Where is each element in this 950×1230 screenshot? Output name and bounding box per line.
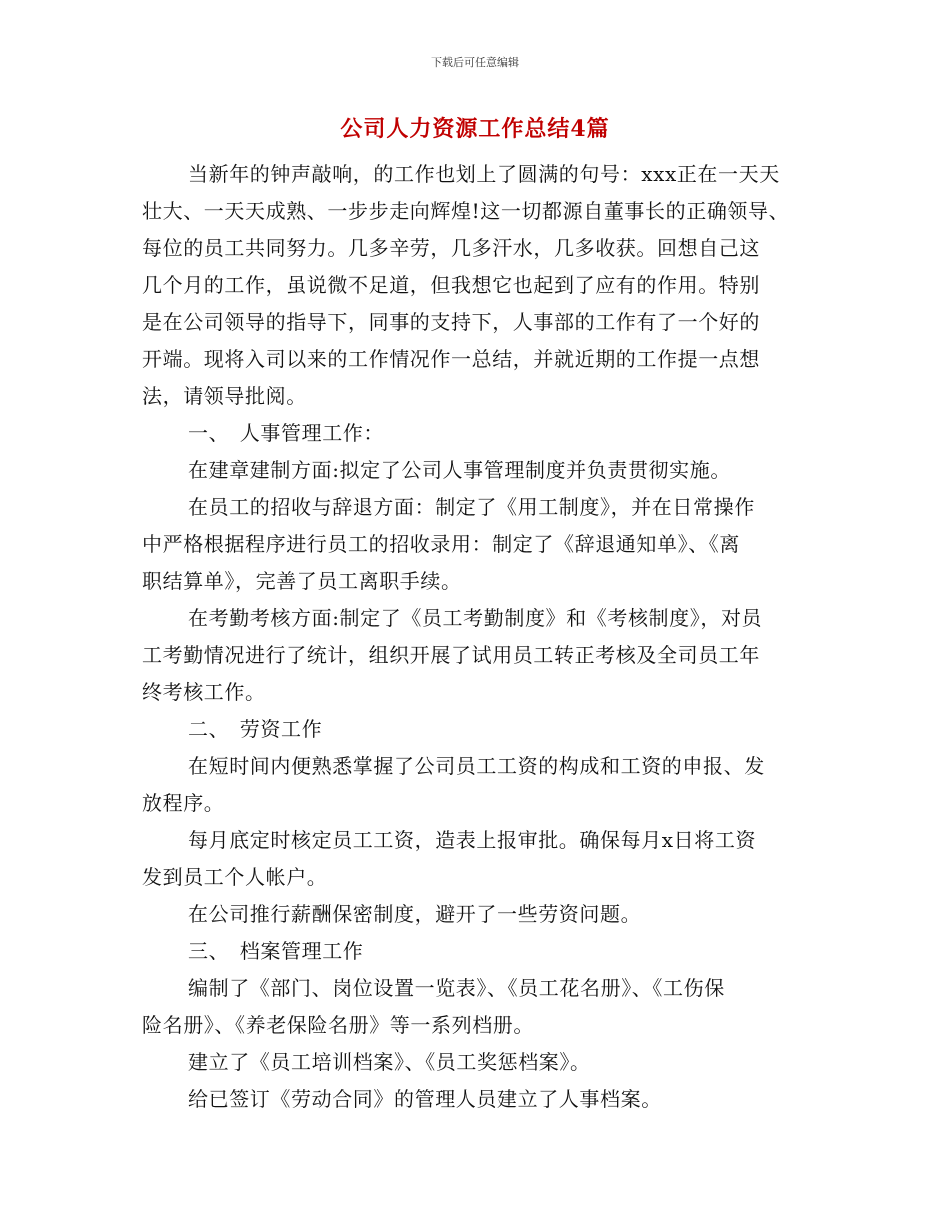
text-line: 中严格根据程序进行员工的招收录用：制定了《辞退通知单》、《离: [142, 532, 740, 556]
text-line: 编制了《部门、岗位设置一览表》、《员工花名册》、《工伤保: [188, 976, 725, 1000]
text-line: 法，请领导批阅。: [142, 384, 307, 408]
text-line: 当新年的钟声敲响，的工作也划上了圆满的句号：xxx正在一天天: [188, 162, 780, 186]
text-line: 开端。现将入司以来的工作情况作一总结，并就近期的工作提一点想: [142, 347, 760, 371]
text-line: 一、 人事管理工作：: [188, 421, 384, 445]
text-line: 几个月的工作，虽说微不足道，但我想它也起到了应有的作用。特别: [142, 273, 760, 297]
text-line: 在考勤考核方面:制定了《员工考勤制度》和《考核制度》，对员: [188, 606, 763, 630]
text-line: 在短时间内便熟悉掌握了公司员工工资的构成和工资的申报、发: [188, 754, 765, 778]
text-line: 壮大、一天天成熟、一步步走向辉煌!这一切都源自董事长的正确领导、: [142, 199, 790, 223]
text-line: 险名册》、《养老保险名册》等一系列档册。: [142, 1013, 534, 1037]
text-line: 终考核工作。: [142, 680, 266, 704]
text-line: 每月底定时核定员工工资，造表上报审批。确保每月x日将工资: [188, 828, 757, 852]
text-line: 是在公司领导的指导下，同事的支持下，人事部的工作有了一个好的: [142, 310, 760, 334]
text-line: 二、 劳资工作: [188, 717, 323, 741]
text-line: 发到员工个人帐户。: [142, 865, 328, 889]
text-line: 职结算单》，完善了员工离职手续。: [142, 569, 462, 593]
text-line: 放程序。: [142, 791, 225, 815]
text-line: 在建章建制方面:拟定了公司人事管理制度并负责贯彻实施。: [188, 458, 731, 482]
header-note: 下载后可任意编辑: [431, 56, 519, 69]
document-body: [142, 156, 810, 1118]
text-line: 每位的员工共同努力。几多辛劳，几多汗水，几多收获。回想自己这: [142, 236, 760, 260]
text-line: 给已签订《劳动合同》的管理人员建立了人事档案。: [188, 1087, 662, 1111]
text-line: 在公司推行薪酬保密制度，避开了一些劳资问题。: [188, 902, 642, 926]
document-title: 公司人力资源工作总结4篇: [340, 116, 610, 142]
text-line: 在员工的招收与辞退方面：制定了《用工制度》，并在日常操作: [188, 495, 755, 519]
text-line: 工考勤情况进行了统计，组织开展了试用员工转正考核及全司员工年: [142, 643, 760, 667]
text-line: 三、 档案管理工作: [188, 939, 364, 963]
text-line: 建立了《员工培训档案》、《员工奖惩档案》。: [188, 1050, 591, 1074]
